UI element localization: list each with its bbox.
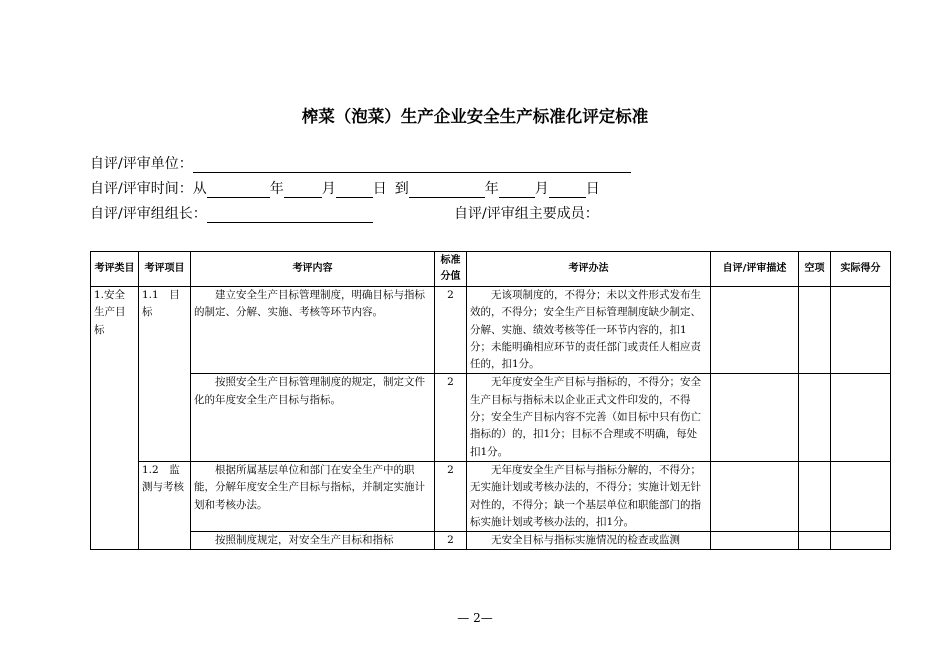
leader-blank [207, 206, 373, 223]
to-day-label: 日 [585, 181, 600, 197]
col-content: 考评内容 [191, 252, 435, 287]
document-title: 榨菜（泡菜）生产企业安全生产标准化评定标准 [301, 107, 649, 126]
from-day-blank [336, 181, 373, 198]
from-month-label: 月 [321, 181, 336, 197]
score-cell: 2 [435, 287, 467, 374]
content-cell: 根据所属基层单位和部门在安全生产中的职能，分解年度安全生产目标与指标，并制定实施计划和考核办法。 [191, 461, 435, 531]
content-cell: 按照安全生产目标管理制度的规定，制定文件化的年度安全生产目标与指标。 [191, 374, 435, 461]
members-line [454, 205, 599, 223]
page-number: — 2— [457, 611, 493, 625]
description-cell[interactable] [711, 287, 799, 374]
table-row [91, 374, 891, 461]
method-cell: 无安全目标与指标实施情况的检查或监测 [467, 532, 711, 550]
to-month-label: 月 [534, 181, 549, 197]
score-cell: 2 [435, 374, 467, 461]
to-year-blank [409, 181, 485, 198]
col-actual-score: 实际得分 [831, 252, 891, 287]
unit-line [90, 155, 631, 173]
to-year-label: 年 [484, 181, 499, 197]
actual-score-cell[interactable] [831, 287, 891, 374]
to-label: 到 [394, 181, 409, 197]
evaluation-table [90, 251, 891, 550]
score-cell: 2 [435, 461, 467, 531]
leader-label: 自评/评审组组长： [90, 206, 207, 222]
item-cell: 1.2 监测与考核 [139, 461, 191, 549]
from-month-blank [284, 181, 322, 198]
table-row [91, 287, 891, 374]
empty-cell[interactable] [799, 532, 831, 550]
table-row [91, 532, 891, 550]
col-item: 考评项目 [139, 252, 191, 287]
description-cell[interactable] [711, 532, 799, 550]
from-year-label: 年 [269, 181, 284, 197]
members-label: 自评/评审组主要成员： [454, 206, 599, 222]
empty-cell[interactable] [799, 287, 831, 374]
col-method: 考评办法 [467, 252, 711, 287]
content-cell: 按照制度规定，对安全生产目标和指标 [191, 532, 435, 550]
time-label: 自评/评审时间：从 [90, 181, 207, 197]
col-score: 标准分值 [435, 252, 467, 287]
description-cell[interactable] [711, 461, 799, 531]
col-category: 考评类目 [91, 252, 139, 287]
col-description: 自评/评审描述 [711, 252, 799, 287]
unit-blank [193, 156, 631, 173]
empty-cell[interactable] [799, 461, 831, 531]
table-header-row [91, 252, 891, 287]
content-cell: 建立安全生产目标管理制度，明确目标与指标的制定、分解、实施、考核等环节内容。 [191, 287, 435, 374]
leader-line [90, 205, 373, 223]
unit-label: 自评/评审单位： [90, 156, 193, 172]
col-empty: 空项 [799, 252, 831, 287]
description-cell[interactable] [711, 374, 799, 461]
from-day-label: 日 [372, 181, 387, 197]
method-cell: 无该项制度的，不得分；未以文件形式发布生效的，不得分；安全生产目标管理制度缺少制定、分解、实施、绩效考核等任一环节内容的，扣1分；未能明确相应环节的责任部门或责任人相应责任的，扣1分。 [467, 287, 711, 374]
actual-score-cell[interactable] [831, 532, 891, 550]
score-cell: 2 [435, 532, 467, 550]
to-day-blank [549, 181, 586, 198]
time-line [90, 180, 600, 198]
to-month-blank [499, 181, 535, 198]
method-cell: 无年度安全生产目标与指标的，不得分；安全生产目标与指标未以企业正式文件印发的，不得分；安全生产目标内容不完善（如目标中只有伤亡指标的）的，扣1分；目标不合理或不明确，每处扣1分。 [467, 374, 711, 461]
actual-score-cell[interactable] [831, 374, 891, 461]
category-cell: 1.安全生产目标 [91, 287, 139, 550]
empty-cell[interactable] [799, 374, 831, 461]
item-cell: 1.1 目标 [139, 287, 191, 462]
method-cell: 无年度安全生产目标与指标分解的，不得分；无实施计划或考核办法的，不得分；实施计划无针对性的，不得分；缺一个基层单位和职能部门的指标实施计划或考核办法的，扣1分。 [467, 461, 711, 531]
from-year-blank [207, 181, 270, 198]
table-row [91, 461, 891, 531]
actual-score-cell[interactable] [831, 461, 891, 531]
